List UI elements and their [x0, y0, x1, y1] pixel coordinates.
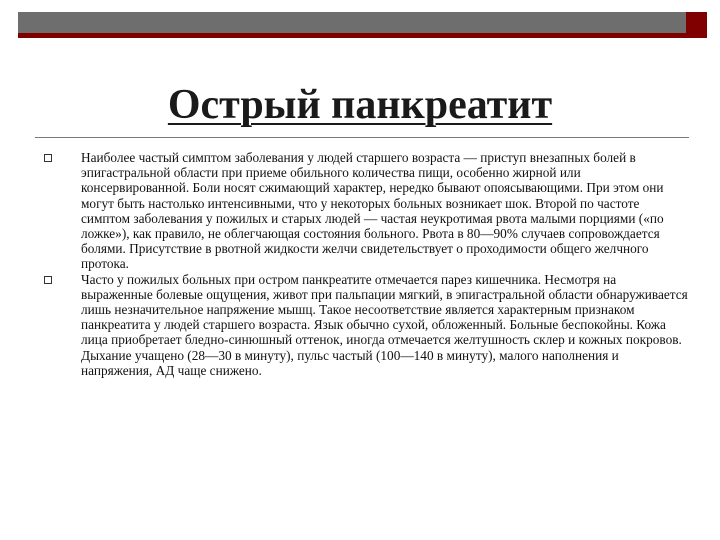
bullet-text: Наиболее частый симптом заболевания у людей старшего возраста — приступ внезапных болей в эпигастральной области при приеме обильного количества пищи, особенно жирной или консервированной. Боли носят сжимающий характер, нередко бывают опоясывающими. При этом они могут быть настолько интенсивными, что у некоторых больных возникает шок. Второй по частоте симптом заболевания у пожилых и старых людей — частая неукротимая рвота малыми порциями («по ложке»), как правило, не облегчающая состояния больного. Рвота в 80—90% случаев сопровождается болями. Присутствие в рвотной жидкости желчи свидетельствует о проходимости общего желчного протока. [81, 150, 664, 272]
header-decor-band [18, 12, 686, 33]
header-decor-line [18, 33, 686, 38]
bullet-text: Часто у пожилых больных при остром панкреатите отмечается парез кишечника. Несмотря на выраженные болевые ощущения, живот при пальпации мягкий, в эпигастральной области обнаруживается лишь незначительное напряжение мышц. Такое несоответствие является характерным признаком панкреатита у людей старшего возраста. Язык обычно сухой, обложенный. Больные беспокойны. Кожа лица приобретает бледно-синюшный оттенок, иногда отмечается желтушность склер и кожных покровов. Дыхание учащено (28—30 в минуту), пульс частый (100—140 в минуту), малого наполнения и напряжения, АД чаще снижено. [81, 271, 688, 378]
bullet-item [40, 150, 690, 272]
bullet-list [40, 150, 690, 378]
bullet-item [40, 272, 690, 378]
title-divider [35, 137, 689, 138]
header-decor-square [686, 12, 707, 38]
slide-title: Острый панкреатит [167, 82, 553, 128]
hollow-square-bullet-icon [44, 154, 52, 162]
hollow-square-bullet-icon [44, 276, 52, 284]
